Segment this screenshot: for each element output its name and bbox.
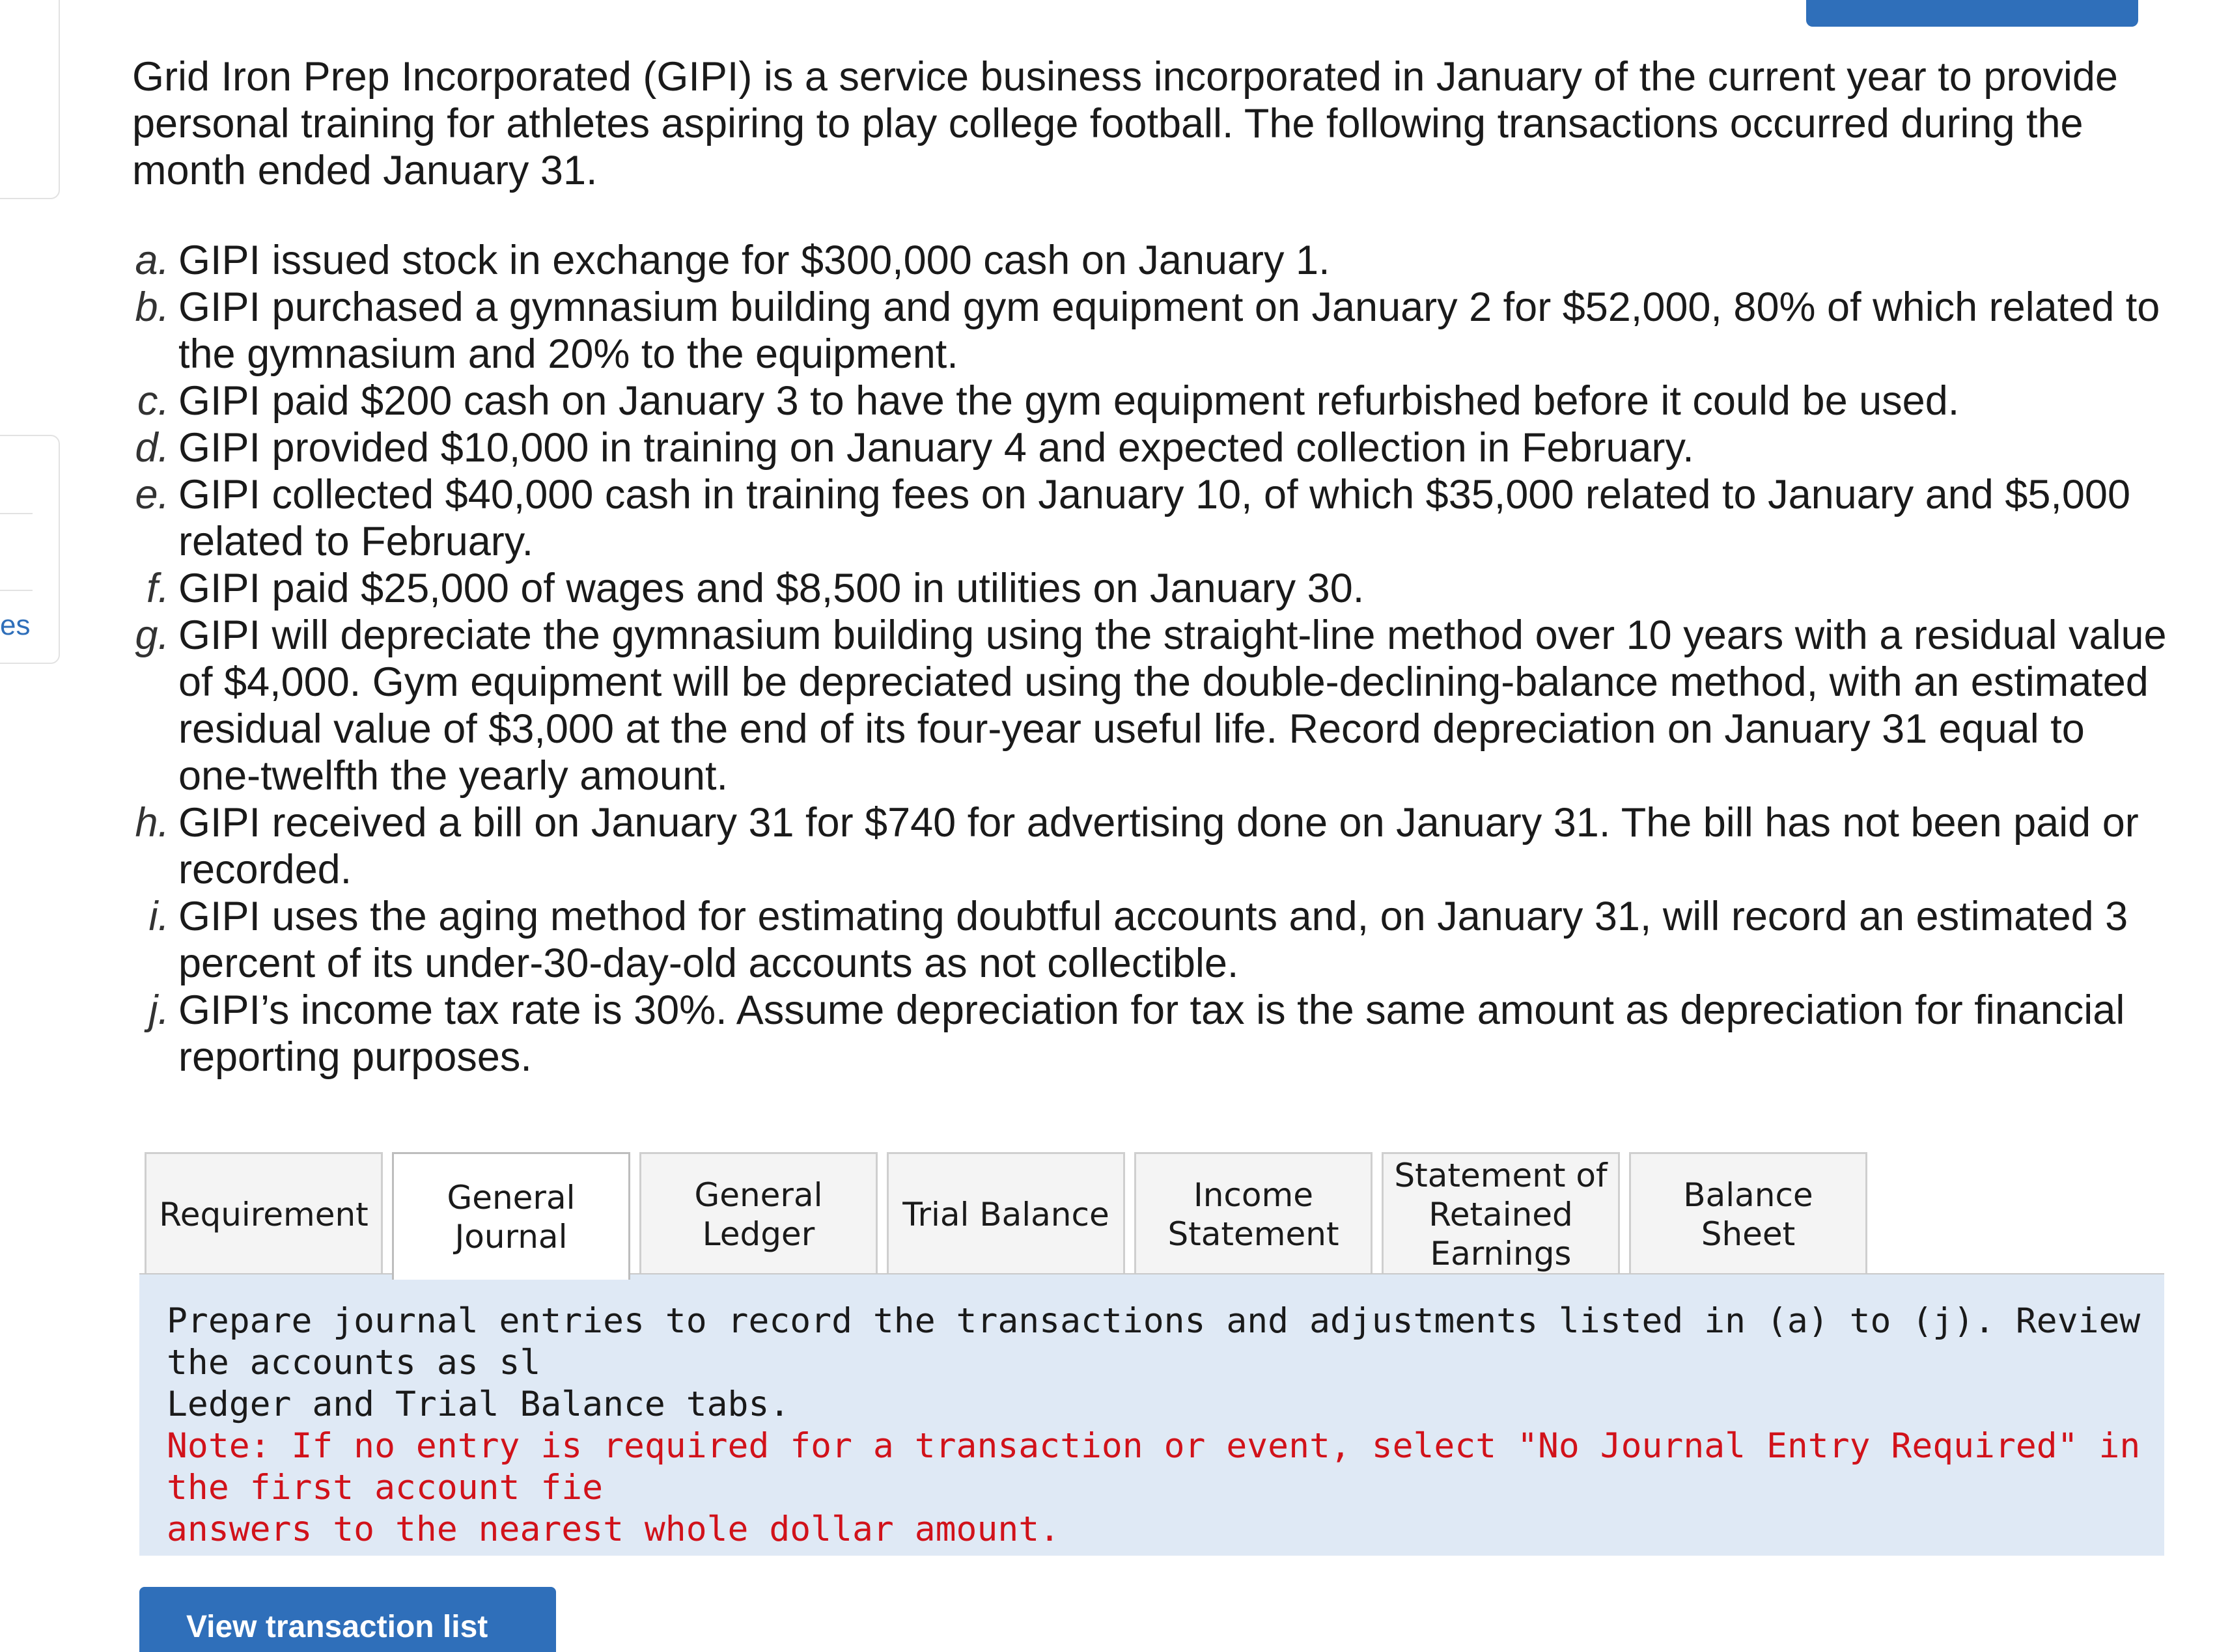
tab-income-statement[interactable]: Income Statement (1134, 1152, 1373, 1274)
transaction-item (124, 237, 2168, 284)
transaction-text: GIPI paid $200 cash on January 3 to have the gym equipment refurbished before it could be used. (178, 378, 1960, 424)
transaction-item (124, 471, 2168, 565)
tab-trial-balance[interactable]: Trial Balance (887, 1152, 1125, 1274)
transaction-item (124, 799, 2168, 893)
transaction-item (124, 284, 2168, 378)
instruction-note: Note: If no entry is required for a transaction or event, select "No Journal Entry Required" in the first account fie (167, 1426, 2162, 1507)
view-transaction-list-button[interactable]: View transaction list (139, 1587, 556, 1652)
sidebar-link[interactable]: es (0, 609, 31, 641)
instruction-text: Ledger and Trial Balance tabs. (167, 1384, 790, 1424)
transaction-item (124, 893, 2168, 987)
tab-balance-sheet[interactable]: Balance Sheet (1629, 1152, 1867, 1274)
transaction-text: GIPI provided $10,000 in training on January 4 and expected collection in February. (178, 425, 1694, 471)
transaction-letter: f. (146, 566, 169, 611)
transaction-item (124, 565, 2168, 612)
transaction-item (124, 987, 2168, 1081)
transaction-text: GIPI’s income tax rate is 30%. Assume depreciation for tax is the same amount as depreciation for financial reporting purposes. (178, 987, 2125, 1080)
transaction-letter: b. (135, 284, 169, 330)
instruction-note: answers to the nearest whole dollar amount. (167, 1509, 1061, 1549)
transaction-text: GIPI uses the aging method for estimating doubtful accounts and, on January 31, will record an estimated 3 percent of its under-30-day-old accounts as not collectible. (178, 894, 2128, 986)
top-action-button[interactable] (1806, 0, 2138, 27)
transaction-letter: i. (148, 894, 169, 939)
transaction-item (124, 424, 2168, 471)
transaction-letter: d. (135, 425, 169, 471)
transaction-text: GIPI will depreciate the gymnasium building using the straight-line method over 10 years with a residual value of $4,000. Gym equipment will be depreciated using the double-declining-balance method, with an estimated residual value of $3,000 at the end of its four-year useful life. Record depreciation on January 31 equal to one-twelfth the yearly amount. (178, 613, 2167, 799)
transaction-letter: g. (135, 613, 169, 658)
transaction-item (124, 612, 2168, 799)
tab-bar (145, 1152, 1876, 1274)
transaction-text: GIPI issued stock in exchange for $300,000 cash on January 1. (178, 238, 1330, 283)
tab-statement-of-retained-earnings[interactable]: Statement of Retained Earnings (1382, 1152, 1620, 1274)
transaction-text: GIPI collected $40,000 cash in training fees on January 10, of which $35,000 related to January and $5,000 related to February. (178, 472, 2131, 564)
transaction-list (124, 237, 2168, 1081)
transaction-letter: h. (135, 800, 169, 846)
tab-requirement[interactable]: Requirement (145, 1152, 383, 1274)
transaction-text: GIPI paid $25,000 of wages and $8,500 in utilities on January 30. (178, 566, 1365, 611)
side-divider (0, 513, 33, 514)
transaction-item (124, 378, 2168, 424)
transaction-letter: c. (137, 378, 169, 424)
transaction-text: GIPI received a bill on January 31 for $740 for advertising done on January 31. The bill has not been paid or recorded. (178, 800, 2139, 892)
side-panel-top (0, 0, 60, 199)
instruction-panel (139, 1274, 2164, 1556)
transaction-letter: j. (148, 987, 169, 1033)
side-divider (0, 590, 33, 591)
problem-intro: Grid Iron Prep Incorporated (GIPI) is a service business incorporated in January of the current year to provide personal training for athletes aspiring to play college football. The following transactions occurred during the month ended January 31. (132, 54, 2118, 193)
tab-general-journal[interactable]: General Journal (392, 1152, 630, 1280)
transaction-text: GIPI purchased a gymnasium building and gym equipment on January 2 for $52,000, 80% of which related to the gymnasium and 20% to the equipment. (178, 284, 2160, 377)
tab-general-ledger[interactable]: General Ledger (639, 1152, 878, 1274)
instruction-text: Prepare journal entries to record the transactions and adjustments listed in (a) to (j). Review the accounts as sl (167, 1301, 2162, 1383)
transaction-letter: e. (135, 472, 169, 517)
transaction-letter: a. (135, 238, 169, 283)
